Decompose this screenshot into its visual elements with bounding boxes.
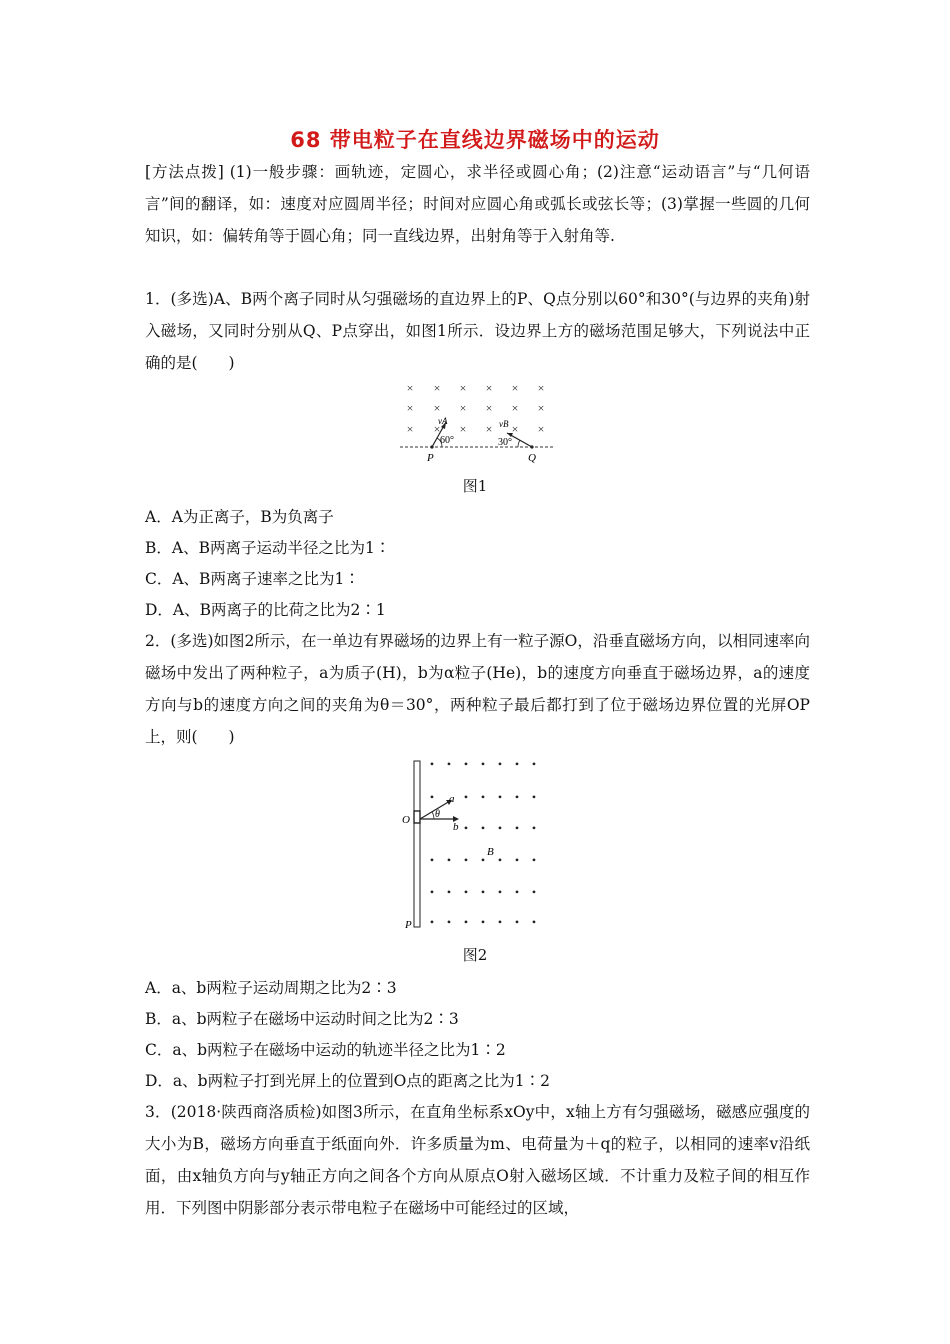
figure-2-caption: 图2 [462,946,488,964]
particle-source [414,811,420,823]
field-dot: • [514,915,520,929]
field-dot: • [497,885,503,899]
label-b: b [453,821,459,833]
field-dot: • [463,885,469,899]
label-theta: θ [435,809,440,820]
field-dot: • [446,915,452,929]
question-1-stem: 1．(多选)A、B两个离子同时从匀强磁场的直边界上的P、Q点分别以60°和30°(与边界的夹角)射入磁场，又同时分别从Q、P点穿出，如图1所示．设边界上方的磁场范围足够大，下列说法中正确的是( ) [145,290,810,372]
field-dot: • [480,915,486,929]
cross-mark: × [537,381,545,395]
cross-mark: × [406,401,414,415]
figure-2 [395,756,555,936]
field-dot: • [497,853,503,867]
cross-mark: × [485,422,493,436]
field-dot: • [531,790,537,804]
field-dot: • [429,915,435,929]
figure-1 [390,376,570,466]
q2-option-d: D．a、b两粒子打到光屏上的位置到O点的距离之比为1∶2 [145,1072,551,1090]
label-field: B [487,846,494,858]
field-dot: • [497,790,503,804]
question-3-stem: 3．(2018·陕西商洛质检)如图3所示，在直角坐标系xOy中，x轴上方有匀强磁场，磁感应强度的大小为B，磁场方向垂直于纸面向外．许多质量为m、电荷量为＋q的粒子，以相同的速率v沿纸面，由x轴负方向与y轴正方向之间各个方向从原点O射入磁场区域．不计重力及粒子间的相互作用．下列图中阴影部分表示带电粒子在磁场中可能经过的区域， [145,1103,810,1217]
cross-mark: × [511,381,519,395]
q2-option-b: B．a、b两粒子在磁场中运动时间之比为2∶3 [145,1010,459,1028]
field-dot: • [429,853,435,867]
q1-option-a: A．A为正离子，B为负离子 [145,508,334,526]
cross-mark: × [406,381,414,395]
q1-option-d: D．A、B两离子的比荷之比为2∶1 [145,601,386,619]
angle-b-label: 30° [498,437,512,448]
label-o: O [402,814,410,826]
label-va: vA [438,416,448,426]
field-dot: • [463,821,469,835]
field-dot: • [463,853,469,867]
cross-mark: × [485,381,493,395]
field-dot: • [429,790,435,804]
cross-mark: × [459,422,467,436]
field-dot: • [497,821,503,835]
field-dot: • [531,821,537,835]
cross-mark: × [459,401,467,415]
cross-mark: × [433,422,441,436]
field-dot: • [463,757,469,771]
q2-option-c: C．a、b两粒子在磁场中运动的轨迹半径之比为1∶2 [145,1041,506,1059]
field-dot: • [480,790,486,804]
q2-option-a: A．a、b两粒子运动周期之比为2∶3 [145,979,397,997]
field-dot: • [480,821,486,835]
field-dot: • [531,757,537,771]
field-dot: • [480,853,486,867]
field-dot: • [429,885,435,899]
field-dot: • [446,853,452,867]
method-tip: [方法点拨] (1)一般步骤：画轨迹，定圆心，求半径或圆心角；(2)注意“运动语言”与“几何语言”间的翻译，如：速度对应圆周半径；时间对应圆心角或弧长或弦长等；(3)掌握一些圆的几何知识，如：偏转角等于圆心角；同一直线边界，出射角等于入射角等. [145,163,810,245]
cross-mark: × [433,401,441,415]
field-dot: • [497,757,503,771]
cross-grid [407,381,545,436]
cross-mark: × [433,381,441,395]
field-dot: • [480,757,486,771]
field-dot: • [531,885,537,899]
field-dot: • [480,885,486,899]
question-2-stem: 2．(多选)如图2所示，在一单边有界磁场的边界上有一粒子源O，沿垂直磁场方向，以相同速率向磁场中发出了两种粒子，a为质子(H)，b为α粒子(He)，b的速度方向垂直于磁场边界，a的速度方向与b的速度方向之间的夹角为θ＝30°，两种粒子最后都打到了位于磁场边界位置的光屏OP上，则( ) [145,632,810,746]
q1-option-c: C．A、B两离子速率之比为1∶ [145,570,360,588]
figure-1-caption: 图1 [462,477,488,495]
label-q: Q [528,452,536,464]
cross-mark: × [511,401,519,415]
field-dot: • [531,853,537,867]
field-dot: • [497,915,503,929]
field-dot: • [429,757,435,771]
label-p: P [427,452,434,464]
cross-mark: × [406,422,414,436]
label-vb: vB [499,419,509,429]
q1-option-b: B．A、B两离子运动半径之比为1∶ [145,539,391,557]
angle-a-label: 60° [440,435,454,446]
cross-mark: × [511,422,519,436]
light-screen [414,761,420,927]
label-p: P [405,919,412,931]
field-dot: • [514,821,520,835]
field-dot: • [531,915,537,929]
cross-mark: × [537,422,545,436]
field-dot: • [514,790,520,804]
field-dot: • [514,885,520,899]
page-title: 68 带电粒子在直线边界磁场中的运动 [290,128,660,152]
cross-mark: × [459,381,467,395]
field-dot: • [446,757,452,771]
cross-mark: × [485,401,493,415]
field-dot: • [463,790,469,804]
field-dot: • [446,885,452,899]
field-dot: • [514,853,520,867]
label-a: a [449,793,455,805]
field-dot: • [463,915,469,929]
cross-mark: × [537,401,545,415]
dot-grid [430,757,536,929]
field-dot: • [514,757,520,771]
